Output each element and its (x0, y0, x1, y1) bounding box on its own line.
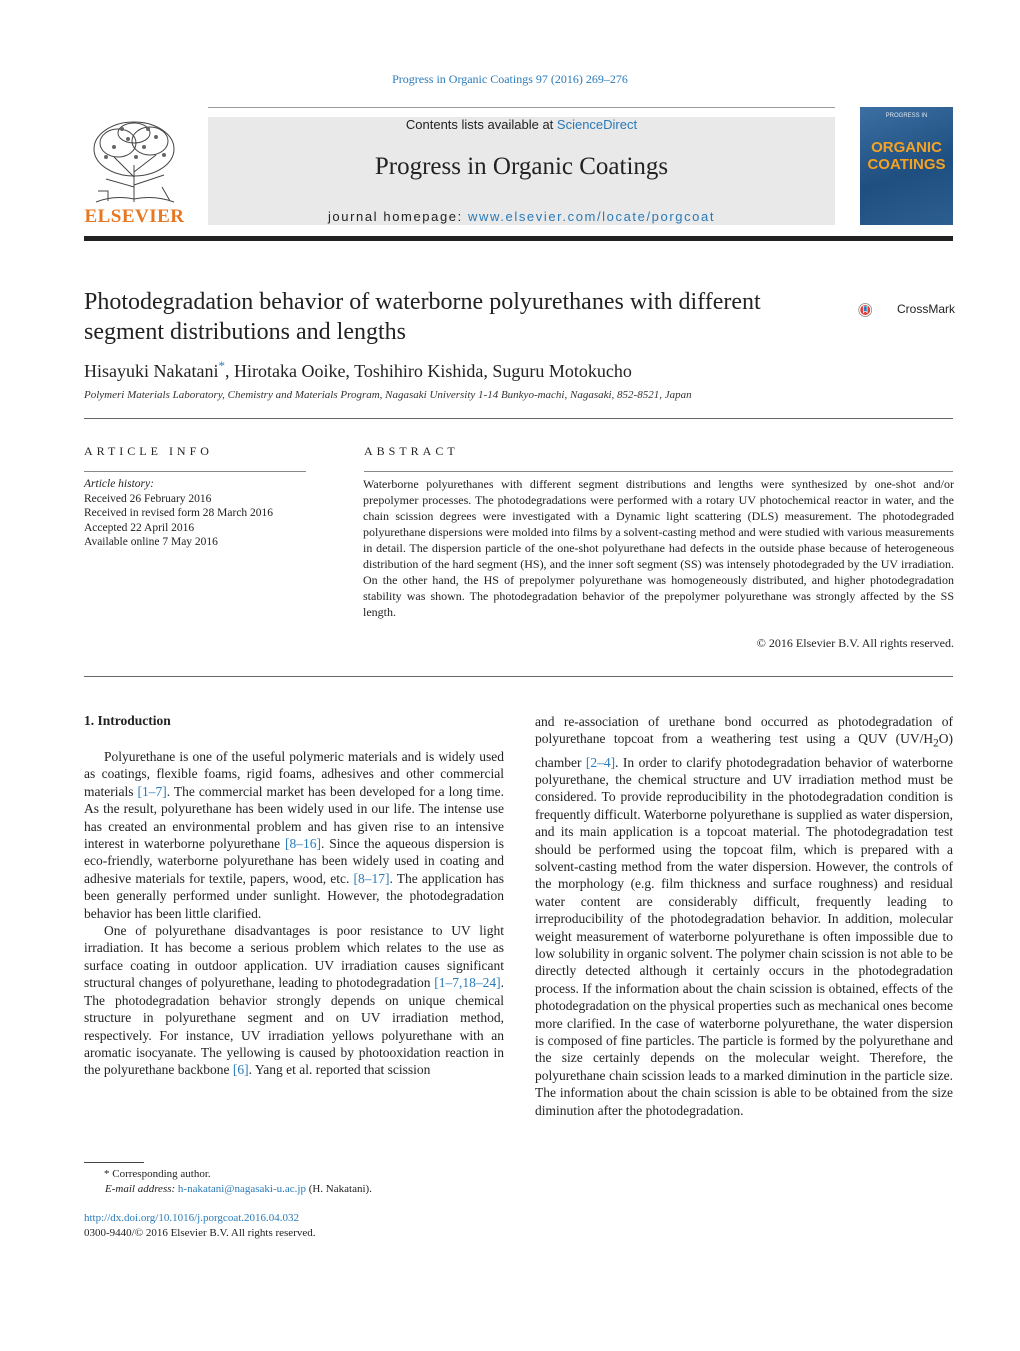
email-link[interactable]: h-nakatani@nagasaki-u.ac.jp (177, 1183, 306, 1195)
p3-text: . In order to clarify photodegradation behavior of waterborne polyurethane, the chemical structure and UV irradiation method must be considered. To provide reproducibility in the photodegradation condition is frequently difficult. Waterborne polyurethane is supplied as water dispersion, and its main application is a topcoat material. The photodegradation test should be performed using the topcoat film, which is prepared with a solvent-casting method from the water dispersion. However, the controls of the morphology (e.g. film thickness and surface roughness) and residual water content are considerably difficult, frequently leading to irreproducibility of the photodegradation behavior. In addition, molecular weight measurement of waterborne polyurethane is often impossible due to low solubility in organic solvent. The polymer chain scission is not able to be directly detected although it certainly occurs in the photodegradation process. If the information about the chain scission is obtained, effects of the photodegradation on the physical properties such as mechanical ones become more clarified. In the case of waterborne polyurethane, the water dispersion is composed of fine particles. The particle is formed by the polyurethane and the size certainly depends on the molecular weight. Therefore, the polyurethane chain scission leads to a marked diminution in the particle size. The information about the chain scission is able to be obtained from the size diminution after the photodegradation. (535, 754, 953, 1118)
contents-prefix: Contents lists available at (405, 117, 557, 132)
author-first[interactable]: Hisayuki Nakatani (84, 361, 219, 381)
homepage-line (208, 209, 835, 224)
citation-link[interactable]: [1–7,18–24] (434, 975, 501, 991)
p1-text: . The application has been generally performed under sunlight. However, the photodegradation behavior has been little clarified. (84, 870, 504, 921)
cover-top-text: PROGRESS IN (885, 113, 928, 119)
homepage-prefix: journal homepage: (327, 209, 469, 224)
homepage-link[interactable]: www.elsevier.com/locate/porgcoat (468, 209, 716, 224)
history-revised: Received in revised form 28 March 2016 (84, 507, 274, 519)
p2-text: One of polyurethane disadvantages is poor resistance to UV light irradiation. It has become a serious problem which relates to the use as surface coating in outdoor application. UV irradiation causes significant structural changes of polyurethane, leading to photodegradation (84, 923, 504, 991)
author-rest: , Hirotaka Ooike, Toshihiro Kishida, Suguru Motokucho (224, 361, 632, 381)
footnote-rule (84, 1162, 144, 1163)
header-rule (208, 107, 835, 108)
p3-text: O) chamber (535, 731, 953, 770)
footnote (84, 1167, 372, 1197)
section-heading-introduction: 1. Introduction (84, 713, 171, 728)
footnote-corresponding (84, 1167, 372, 1182)
header-thick-rule (84, 236, 953, 241)
intro-paragraph-1 (84, 748, 504, 922)
left-column (84, 748, 504, 1079)
p1-text: . The commercial market has been developed for a long time. As the result, polyurethane has been widely used in our life. The intense use has created an environmental problem and has given rise to an intensive interest in waterborne polyurethane (84, 783, 504, 852)
journal-header-box (208, 117, 835, 225)
doi-link[interactable]: http://dx.doi.org/10.1016/j.porgcoat.2016.04.032 (84, 1212, 300, 1224)
corresponding-author-star[interactable]: * (218, 358, 225, 373)
p1-text: . Since the aqueous dispersion is eco-friendly, waterborne polyurethane has been widely used in coating and adhesive materials for textile, papers, wood, etc. (84, 836, 504, 886)
right-column (535, 713, 953, 1119)
footnote-corresponding-text: Corresponding author. (112, 1168, 211, 1180)
citation-link[interactable]: [2–4] (585, 754, 616, 770)
abstract-rule (364, 471, 953, 472)
p2-text: . Yang et al. reported that scission (248, 1062, 431, 1078)
cover-title-line-2: COATINGS (867, 156, 946, 173)
article-info-rule (84, 471, 306, 472)
p2-text: . The photodegradation behavior strongly depends on unique chemical structure in polyurethane segment and on UV irradiation method, respectively. For instance, UV irradiation yellows polyurethane with an aromatic isocyanate. The yellowing is caused by photooxidation reaction in the polyurethane backbone (84, 975, 504, 1078)
sciencedirect-link[interactable]: ScienceDirect (556, 117, 638, 132)
author-list (84, 358, 632, 382)
p1-text: Polyurethane is one of the useful polymeric materials and is widely used as coatings, flexible foams, rigid foams, adhesives and other commercial materials (84, 749, 504, 799)
abstract-text: Waterborne polyurethanes with different segment distributions and lengths were synthesized by one-shot and/or prepolymer processes. The photodegradations were performed with a rotary UV photochemical reactor in water, and the chain scission degrees were investigated with a Dynamic light scattering (DLS) measurement. The photodegraded polyurethane dispersions were molded into films by a solvent-casting method and were studied with various measurements in detail. The dispersion particle of the one-shot polyurethane had defects in the outside phase because of heterogeneous distribution of the hard segment (HS), and the inner soft segment (SS) was intensely photodegraded by the UV irradiation. On the other hand, the HS of prepolymer polyurethane was homogeneously distributed, and higher photodegradation stability was shown. The photodegradation behavior of the prepolymer polyurethane was strongly affected by the SS length. (363, 477, 954, 619)
history-online: Available online 7 May 2016 (84, 536, 218, 548)
citation-link[interactable]: [1–7] (137, 783, 167, 799)
journal-cover-thumbnail[interactable] (860, 107, 953, 225)
p3-text: and re-association of urethane bond occurred as photodegradation of polyurethane topcoat from a weathering test using a QUV (UV/H (535, 714, 953, 747)
issn-copyright: 0300-9440/© 2016 Elsevier B.V. All rights reserved. (84, 1227, 316, 1239)
affiliation-rule (84, 418, 953, 419)
elsevier-wordmark: ELSEVIER (84, 206, 185, 227)
article-info-heading: ARTICLE INFO (84, 444, 213, 458)
journal-title: Progress in Organic Coatings (374, 153, 669, 180)
footnote-star: * (104, 1168, 110, 1180)
p3-subscript: 2 (933, 738, 939, 751)
email-name: (H. Nakatani). (305, 1183, 372, 1195)
article-title: Photodegradation behavior of waterborne polyurethanes with different segment distributions and lengths (84, 289, 761, 345)
crossmark-label[interactable]: CrossMark (897, 302, 956, 316)
contents-line (208, 117, 835, 132)
history-received: Received 26 February 2016 (84, 492, 212, 505)
history-label: Article history: (84, 478, 154, 490)
intro-paragraph-2 (84, 922, 504, 1079)
citation-link[interactable]: [8–17] (353, 870, 390, 886)
email-label: E-mail address: (105, 1183, 178, 1195)
abstract-copyright: © 2016 Elsevier B.V. All rights reserved. (756, 636, 954, 650)
history-accepted: Accepted 22 April 2016 (84, 521, 195, 534)
citation-link[interactable]: [8–16] (284, 836, 321, 852)
affiliation: Polymeri Materials Laboratory, Chemistry and Materials Program, Nagasaki University 1-14 Bunkyo-machi, Nagasaki, 852-8521, Japan (84, 389, 692, 401)
intro-paragraph-3 (535, 713, 953, 1119)
doi-block (84, 1211, 316, 1241)
article-history (84, 477, 273, 550)
cover-title-line-1: ORGANIC (871, 139, 942, 156)
footnote-email (84, 1182, 372, 1197)
crossmark-icon[interactable] (858, 291, 896, 329)
journal-reference[interactable]: Progress in Organic Coatings 97 (2016) 269–276 (392, 72, 628, 86)
citation-link[interactable]: [6] (232, 1062, 249, 1078)
body-rule (84, 676, 953, 677)
abstract-heading: ABSTRACT (364, 444, 459, 458)
